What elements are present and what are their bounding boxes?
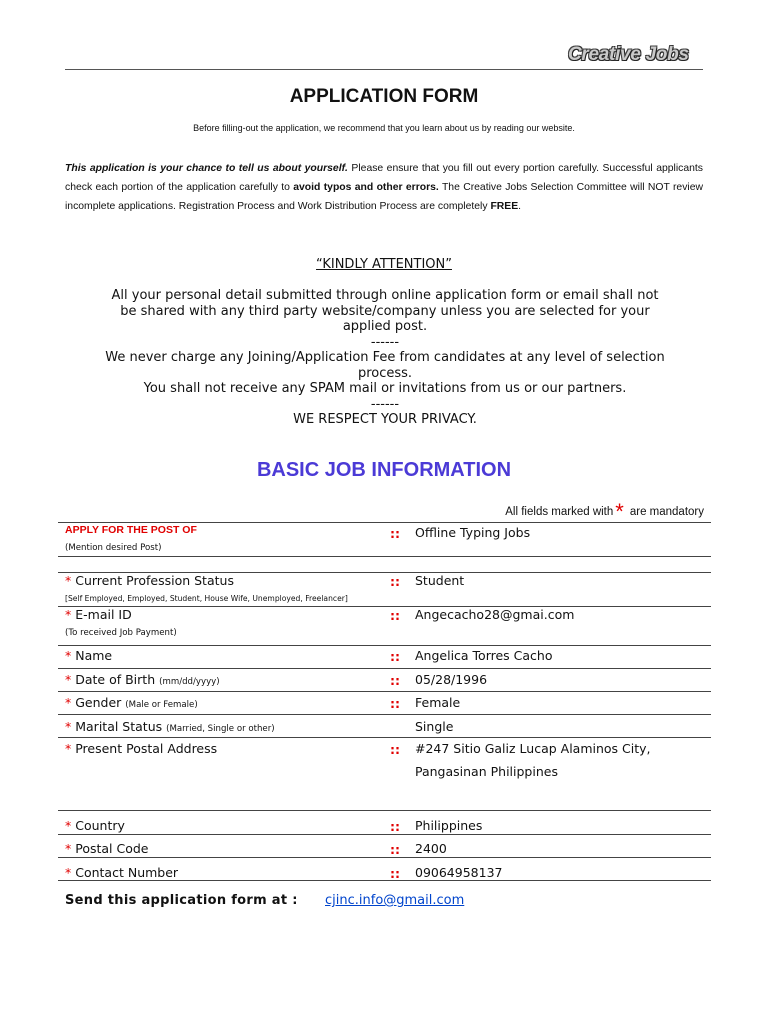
- table-rule: [58, 857, 711, 858]
- marital-value[interactable]: Single: [415, 719, 454, 734]
- separator: ::: [390, 842, 400, 857]
- page-subtitle: Before filling-out the application, we recommend that you learn about us by reading our website.: [193, 123, 575, 133]
- intro-text-2: The Creative Jobs Selection Committee will NOT review incomplete applications. Registration Process and Work Distribution Process are completely: [65, 182, 703, 212]
- table-rule: [58, 880, 711, 881]
- required-asterisk: *: [65, 818, 72, 833]
- table-rule: [58, 691, 711, 692]
- separator: ::: [390, 742, 400, 757]
- address-label: [65, 741, 217, 756]
- table-rule: [58, 522, 711, 523]
- required-asterisk: *: [65, 607, 72, 622]
- mandatory-suffix: are mandatory: [629, 506, 704, 518]
- postal-label-text: Postal Code: [75, 841, 149, 856]
- separator: ::: [390, 649, 400, 664]
- gender-label: [65, 695, 198, 710]
- name-label: [65, 648, 112, 663]
- dob-label: [65, 672, 220, 687]
- post-value[interactable]: Offline Typing Jobs: [415, 525, 531, 540]
- section-title: BASIC JOB INFORMATION: [256, 459, 512, 481]
- required-asterisk: *: [65, 695, 72, 710]
- attention-line-spam: You shall not receive any SPAM mail or invitations from us or our partners.: [143, 381, 627, 396]
- post-hint: (Mention desired Post): [65, 543, 162, 553]
- gender-value[interactable]: Female: [415, 695, 461, 710]
- separator: ::: [390, 608, 400, 623]
- required-asterisk: *: [65, 865, 72, 880]
- send-instruction: Send this application form at :: [65, 893, 298, 908]
- table-rule: [58, 556, 711, 557]
- separator: ::: [390, 673, 400, 688]
- address-label-text: Present Postal Address: [75, 741, 218, 756]
- required-asterisk: *: [65, 841, 72, 856]
- attention-line-respect: WE RESPECT YOUR PRIVACY.: [293, 412, 477, 427]
- table-rule: [58, 737, 711, 738]
- separator: ::: [390, 696, 400, 711]
- separator: ::: [390, 574, 400, 589]
- address-value-line2[interactable]: Pangasinan Philippines: [415, 764, 558, 779]
- country-label-text: Country: [75, 818, 125, 833]
- intro-text-3: .: [518, 201, 522, 212]
- mandatory-prefix: All fields marked with: [505, 506, 614, 518]
- contact-label: [65, 865, 178, 880]
- email-hint: (To received Job Payment): [65, 628, 177, 638]
- contact-label-text: Contact Number: [75, 865, 179, 880]
- postal-value[interactable]: 2400: [415, 841, 447, 856]
- separator: ::: [390, 819, 400, 834]
- table-rule: [58, 606, 711, 607]
- gender-hint: (Male or Female): [125, 700, 198, 710]
- address-value-line1[interactable]: #247 Sitio Galiz Lucap Alaminos City,: [415, 741, 651, 756]
- table-rule: [58, 810, 711, 811]
- contact-value[interactable]: 09064958137: [415, 865, 503, 880]
- attention-line-fee: We never charge any Joining/Application Fee from candidates at any level of selection process.: [105, 350, 665, 381]
- required-asterisk: *: [65, 741, 72, 756]
- profession-label: [65, 573, 234, 588]
- creative-jobs-logo: Creative Jobs: [568, 44, 689, 65]
- table-rule: [58, 668, 711, 669]
- attention-divider: ------: [370, 334, 400, 350]
- attention-line-privacy: All your personal detail submitted through online application form or email shall not be shared with any third party website/company unless you are selected for your applied post.: [111, 288, 659, 334]
- dob-value[interactable]: 05/28/1996: [415, 672, 488, 687]
- separator: ::: [390, 866, 400, 881]
- marital-label-text: Marital Status: [75, 719, 163, 734]
- profession-hint: [Self Employed, Employed, Student, House Wife, Unemployed, Freelancer]: [65, 594, 348, 603]
- required-asterisk: *: [65, 648, 72, 663]
- profession-value[interactable]: Student: [415, 573, 465, 588]
- country-value[interactable]: Philippines: [415, 818, 483, 833]
- name-label-text: Name: [75, 648, 113, 663]
- intro-paragraph: [65, 159, 703, 216]
- intro-free: FREE: [490, 201, 519, 212]
- table-rule: [58, 645, 711, 646]
- dob-hint: (mm/dd/yyyy): [159, 677, 220, 687]
- table-rule: [58, 834, 711, 835]
- marital-hint: (Married, Single or other): [166, 724, 275, 734]
- profession-label-text: Current Profession Status: [75, 573, 234, 588]
- attention-heading: “KINDLY ATTENTION”: [316, 257, 452, 272]
- header-divider: [65, 69, 703, 70]
- attention-divider: ------: [370, 396, 400, 412]
- name-value[interactable]: Angelica Torres Cacho: [415, 648, 553, 663]
- mandatory-star: *: [615, 499, 624, 524]
- intro-text-1: Please ensure that you fill out every portion carefully. Successful applicants check each portion of the application carefully to: [65, 163, 704, 193]
- email-label: [65, 607, 132, 622]
- required-asterisk: *: [65, 573, 72, 588]
- attention-notice: [105, 288, 665, 428]
- gender-label-text: Gender: [75, 695, 122, 710]
- separator: ::: [390, 526, 400, 541]
- contact-email-link[interactable]: cjinc.info@gmail.com: [325, 893, 465, 908]
- country-label: [65, 818, 125, 833]
- intro-lead: This application is your chance to tell us about yourself.: [65, 163, 348, 174]
- postal-label: [65, 841, 149, 856]
- email-value[interactable]: Angecacho28@gmai.com: [415, 607, 575, 622]
- page-title: APPLICATION FORM: [289, 86, 479, 107]
- required-asterisk: *: [65, 719, 72, 734]
- marital-label: [65, 719, 275, 734]
- table-rule: [58, 714, 711, 715]
- email-label-text: E-mail ID: [75, 607, 132, 622]
- intro-emphasis: avoid typos and other errors.: [293, 182, 439, 193]
- required-asterisk: *: [65, 672, 72, 687]
- post-label: APPLY FOR THE POST OF: [65, 524, 197, 536]
- dob-label-text: Date of Birth: [75, 672, 156, 687]
